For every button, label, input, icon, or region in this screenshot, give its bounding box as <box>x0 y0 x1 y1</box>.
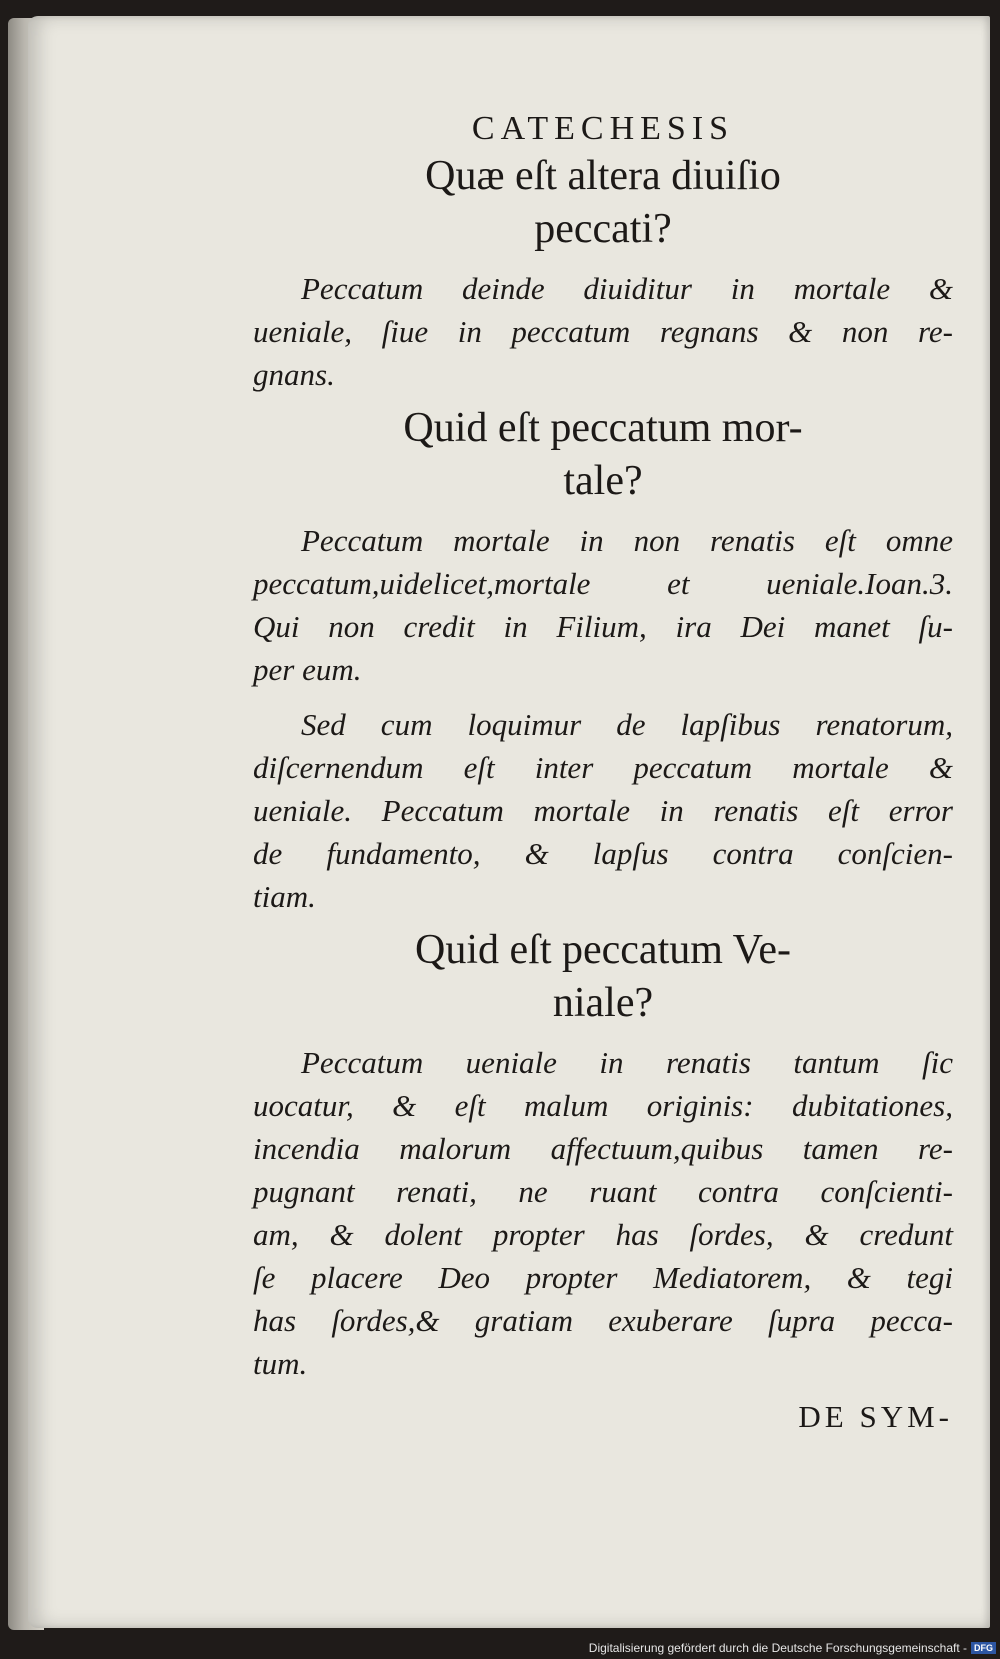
text-line: Peccatum deinde diuiditur in mortale & <box>301 271 953 306</box>
paragraph <box>253 267 953 396</box>
digitization-credit <box>589 1641 996 1655</box>
paragraph <box>253 703 953 918</box>
heading-line: Quid eſt peccatum mor- <box>403 405 803 451</box>
text-line: ſe placere Deo propter Mediatorem, & tegi <box>253 1260 953 1295</box>
running-head: CATECHESIS <box>471 110 735 147</box>
text-line: tum. <box>253 1346 308 1381</box>
heading-line: peccati? <box>534 205 672 252</box>
dfg-logo-icon: DFG <box>971 1642 996 1654</box>
text-line: pugnant renati, ne ruant contra conſcienti- <box>253 1174 953 1209</box>
text-line: ueniale. Peccatum mortale in renatis eſt error <box>253 793 953 828</box>
text-line: tiam. <box>253 879 316 914</box>
text-block <box>253 96 953 1435</box>
text-line: incendia malorum affectuum,quibus tamen re- <box>253 1131 953 1166</box>
heading-line: Quid eſt peccatum Ve- <box>415 927 791 973</box>
text-line: ueniale, ſiue in peccatum regnans & non re- <box>253 314 953 349</box>
credit-text: Digitalisierung gefördert durch die Deutsche Forschungsgemeinschaft - <box>588 1641 967 1655</box>
section-heading <box>253 924 953 1029</box>
text-line: Peccatum ueniale in renatis tantum ſic <box>301 1045 953 1080</box>
heading-line: niale? <box>552 979 654 1026</box>
section-heading <box>253 402 953 507</box>
text-line: per eum. <box>253 652 362 687</box>
text-line: Qui non credit in Filium, ira Dei manet ſu- <box>253 609 953 644</box>
text-line: diſcernendum eſt inter peccatum mortale & <box>253 750 953 785</box>
text-line: Peccatum mortale in non renatis eſt omne <box>301 523 953 558</box>
text-line: has ſordes,& gratiam exuberare ſupra pecca- <box>253 1303 953 1338</box>
book-page <box>28 16 990 1628</box>
text-line: Sed cum loquimur de lapſibus renatorum, <box>301 707 953 742</box>
text-line: peccatum,uidelicet,mortale et ueniale.Ioan.3. <box>253 566 953 601</box>
paragraph <box>253 1041 953 1385</box>
section-heading <box>253 150 953 255</box>
text-line: uocatur, & eſt malum originis: dubitationes, <box>253 1088 953 1123</box>
text-line: am, & dolent propter has ſordes, & credunt <box>253 1217 953 1252</box>
paragraph <box>253 519 953 691</box>
text-line: gnans. <box>253 357 335 392</box>
text-line: de fundamento, & lapſus contra conſcien- <box>253 836 953 871</box>
heading-line: tale? <box>563 457 643 504</box>
heading-line: Quæ eſt altera diuiſio <box>425 153 781 199</box>
catchword: DE SYM- <box>798 1399 953 1434</box>
